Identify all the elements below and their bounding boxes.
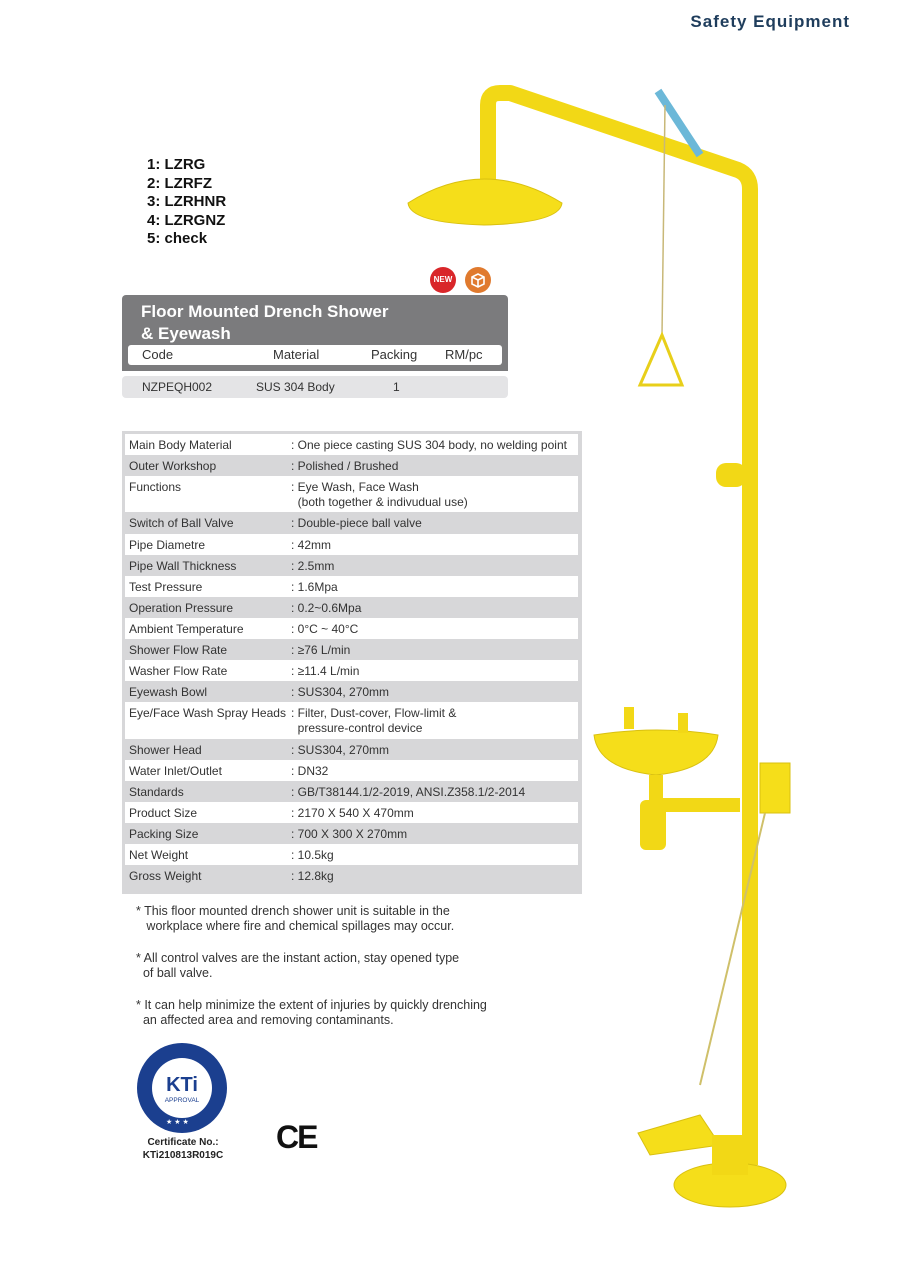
new-badge-icon: NEW <box>430 267 456 293</box>
column-header: Material <box>273 347 320 362</box>
spec-row: Pipe Wall Thickness : 2.5mm <box>129 559 335 573</box>
spec-row: Eyewash Bowl : SUS304, 270mm <box>129 685 390 699</box>
model-item: 3: LZRHNR <box>147 193 227 210</box>
drench-shower-illustration <box>400 85 800 1215</box>
column-header: RM/pc <box>445 347 483 362</box>
certificate-label: Certificate No.: <box>147 1137 219 1148</box>
section-header: Safety Equipment <box>690 12 850 31</box>
certificate-number: KTi210813R019C <box>142 1149 224 1161</box>
spec-row: Test Pressure : 1.6Mpa <box>125 576 578 597</box>
certificate-info <box>129 1137 237 1162</box>
note-item: * This floor mounted drench shower unit is suitable in the workplace where fire and chemical spillages may occur. <box>136 904 455 933</box>
svg-text:APPROVAL: APPROVAL <box>164 1097 200 1104</box>
ce-mark: CE <box>276 1119 317 1155</box>
spec-row: Washer Flow Rate : ≥11.4 L/min <box>125 660 578 681</box>
product-code: NZPEQH002 <box>142 380 213 394</box>
model-item: 4: LZRGNZ <box>147 211 226 229</box>
note-item: * All control valves are the instant action, stay opened type of ball valve. <box>136 951 460 980</box>
kti-approval-seal-icon <box>136 1042 228 1134</box>
spec-row: Standards : GB/T38144.1/2-2019, ANSI.Z358.1/2-2014 <box>129 785 526 799</box>
spec-row: Ambient Temperature : 0°C ~ 40°C <box>125 618 578 639</box>
product-title: Floor Mounted Drench Shower & Eyewash <box>141 302 389 343</box>
model-item: 5: check <box>147 230 208 247</box>
spec-row: Switch of Ball Valve : Double-piece ball valve <box>129 516 422 530</box>
spec-row: Gross Weight : 12.8kg <box>129 869 334 883</box>
spec-row: Product Size : 2170 X 540 X 470mm <box>125 802 578 823</box>
spec-row: Eye/Face Wash Spray Heads : Filter, Dust-cover, Flow-limit & pressure-control device <box>125 702 578 739</box>
spec-row: Functions : Eye Wash, Face Wash (both together & indivudual use) <box>125 476 578 512</box>
column-header: Code <box>142 347 174 362</box>
svg-text:KTi: KTi <box>166 1074 198 1096</box>
model-item: 1: LZRG <box>147 156 206 173</box>
spec-row: Main Body Material : One piece casting SUS 304 body, no welding point <box>125 434 578 455</box>
spec-row: Water Inlet/Outlet : DN32 <box>125 760 578 781</box>
spec-row: Shower Head : SUS304, 270mm <box>129 743 390 757</box>
spec-row: Outer Workshop : Polished / Brushed <box>129 459 399 473</box>
model-list <box>147 156 226 249</box>
spec-row: Pipe Diametre : 42mm <box>125 534 578 555</box>
model-item: 2: LZRFZ <box>147 174 212 192</box>
spec-row: Packing Size : 700 X 300 X 270mm <box>129 827 408 841</box>
spec-row: Net Weight : 10.5kg <box>125 844 578 865</box>
product-material: SUS 304 Body <box>256 380 335 394</box>
product-packing: 1 <box>393 380 400 394</box>
spec-row: Operation Pressure : 0.2~0.6Mpa <box>129 601 362 615</box>
note-item: * It can help minimize the extent of injuries by quickly drenching an affected area and removing contaminants. <box>136 998 487 1027</box>
column-header: Packing <box>371 347 418 362</box>
svg-text:★ ★ ★: ★ ★ ★ <box>166 1119 189 1126</box>
spec-row: Shower Flow Rate : ≥76 L/min <box>129 643 351 657</box>
